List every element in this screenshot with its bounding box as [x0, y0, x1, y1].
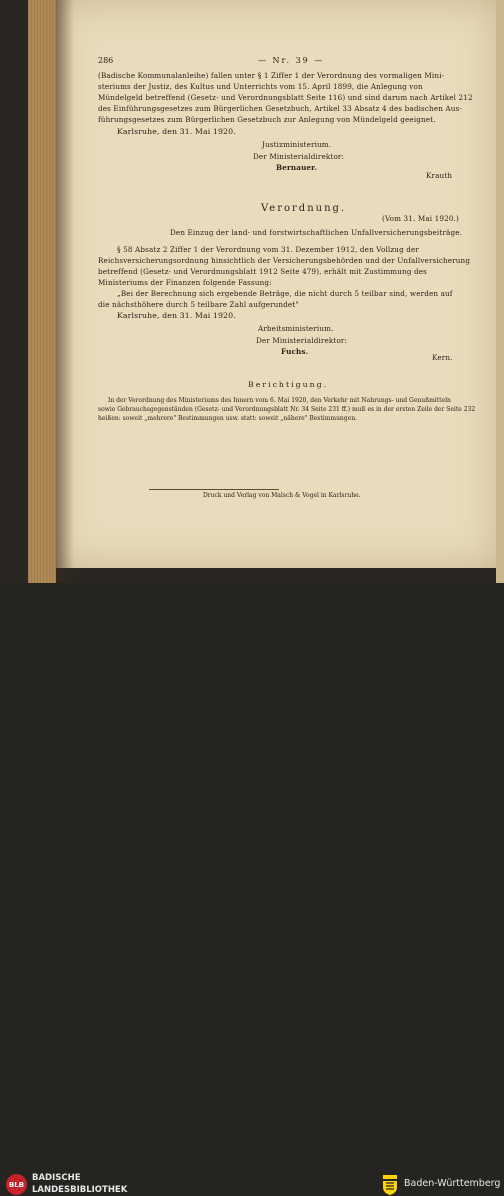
ministry-name: Justizministerium.: [262, 140, 332, 149]
baden-wuerttemberg-crest-icon: [380, 1173, 400, 1195]
signer-name: Bernauer.: [276, 163, 318, 172]
text-line: führungsgesetzes zum Bürgerlichen Gesetzbuch zur Anlegung von Mündelgeld geeignet.: [98, 115, 436, 124]
text-line: § 58 Absatz 2 Ziffer 1 der Verordnung vom 31. Dezember 1912, den Vollzug der: [117, 245, 419, 254]
library-name-line1: BADISCHE: [32, 1173, 81, 1183]
signer-name: Fuchs.: [281, 347, 309, 356]
footer-bar: [0, 583, 504, 1195]
text-line: Ministeriums der Finanzen folgende Fassung:: [98, 278, 272, 287]
text-line: heißen: soweit „mehrere" Bestimmungen usw. statt: soweit „nähere" Bestimmungen.: [98, 415, 357, 422]
ordinance-title: Verordnung.: [261, 203, 347, 214]
blb-logo[interactable]: BLB: [6, 1174, 27, 1195]
text-line: steriums der Justiz, des Kultus und Unterrichts vom 15. April 1899, die Anlegung von: [98, 82, 423, 91]
correction-title: Berichtigung.: [248, 380, 329, 389]
ministry-name: Arbeitsministerium.: [258, 324, 334, 333]
book-page-edges: [28, 0, 56, 583]
text-line: betreffend (Gesetz- und Verordnungsblatt 1912 Seite 479), erhält mit Zustimmung des: [98, 267, 428, 276]
text-line: Mündelgeld betreffend (Gesetz- und Verordnungsblatt Seite 116) und sind darum nach Artikel 212: [98, 93, 473, 102]
ordinance-date: (Vom 31. Mai 1920.): [382, 214, 459, 223]
library-name[interactable]: [32, 1172, 127, 1196]
page-right-edge: [496, 0, 504, 583]
text-line: des Einführungsgesetzes zum Bürgerlichen Gesetzbuch, Artikel 33 Absatz 4 des badischen Aus-: [98, 104, 462, 113]
text-line: sowie Gebrauchsgegenständen (Gesetz- und Verordnungsblatt Nr. 34 Seite 231 ff.) muß es in der ersten Zeile der Seite 232: [98, 406, 476, 413]
text-line: Reichsversicherungsordnung hinsichtlich der Versicherungsbehörden und der Unfallversicherung: [98, 256, 471, 265]
director-title: Der Ministerialdirektor:: [253, 152, 345, 161]
page-number: 286: [98, 56, 114, 65]
state-name[interactable]: Baden-Württemberg: [404, 1178, 501, 1189]
cosigner-name: Kern.: [432, 353, 453, 362]
text-line: In der Verordnung des Ministeriums des Innern vom 6. Mai 1920, den Verkehr mit Nahrungs- und Genußmitteln: [108, 397, 451, 404]
cosigner-name: Krauth: [426, 171, 453, 180]
text-line: (Badische Kommunalanleihe) fallen unter § 1 Ziffer 1 der Verordnung des vormaligen Mini-: [98, 71, 445, 80]
text-line: „Bei der Berechnung sich ergebende Beträge, die nicht durch 5 teilbar sind, werden auf: [117, 289, 453, 298]
text-line: die nächsthöhere durch 5 teilbare Zahl aufgerundet": [98, 300, 299, 309]
document-viewer: [0, 0, 504, 583]
imprint-rule: [149, 489, 279, 490]
spine-shadow: [56, 0, 74, 583]
library-name-line2: LANDESBIBLIOTHEK: [32, 1185, 128, 1195]
place-date: Karlsruhe, den 31. Mai 1920.: [117, 311, 236, 320]
issue-number: — Nr. 39 —: [258, 56, 325, 65]
imprint: Druck und Verlag von Malsch & Vogel in Karlsruhe.: [203, 492, 361, 499]
place-date: Karlsruhe, den 31. Mai 1920.: [117, 127, 236, 136]
ordinance-subtitle: Den Einzug der land- und forstwirtschaftlichen Unfallversicherungsbeiträge.: [170, 228, 463, 237]
director-title: Der Ministerialdirektor:: [256, 336, 348, 345]
